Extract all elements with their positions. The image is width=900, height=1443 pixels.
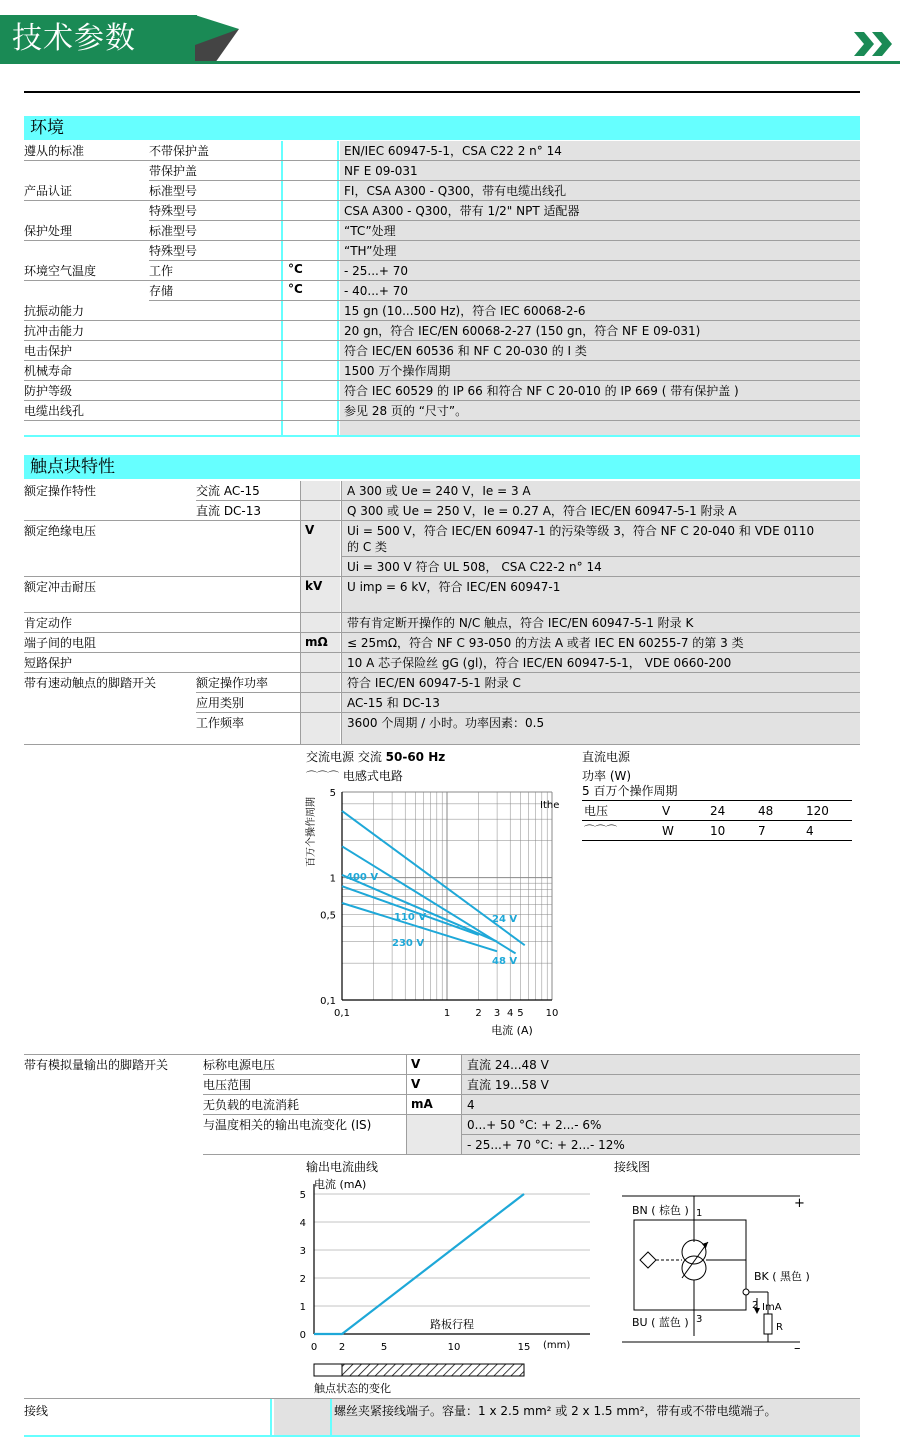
bottom-rule [24, 1435, 860, 1437]
analog-unit-bg [407, 1115, 461, 1155]
wire-plus: + [794, 1196, 805, 1211]
env-row-label: 抗冲击能力 [24, 324, 85, 338]
out-y-tick: 4 [299, 1218, 306, 1229]
dc-cell: 120 [806, 804, 829, 818]
env-row-label: 电击保护 [24, 344, 73, 358]
dc-cell: ⌒⌒⌒ [584, 824, 617, 837]
analog-row-value: 4 [467, 1098, 475, 1112]
out-y-tick: 2 [299, 1274, 306, 1285]
env-row-value: FI，CSA A300 - Q300，带有电缆出线孔 [344, 184, 567, 198]
env-row-value: CSA A300 - Q300，带有 1/2" NPT 适配器 [344, 204, 580, 218]
top-rule [24, 91, 860, 93]
out-state-on [342, 1364, 524, 1376]
env-row-sublabel: 标准型号 [149, 224, 198, 238]
ac-ithe-label: Ithe [540, 800, 560, 811]
contact-row-value: Ui = 300 V 符合 UL 508， CSA C22-2 n° 14 [347, 560, 602, 574]
out-travel-label: 路板行程 [430, 1318, 474, 1331]
contact-row-label: 额定冲击耐压 [24, 580, 97, 594]
connection-divider-2 [330, 1399, 332, 1435]
env-row-value: 15 gn (10...500 Hz)，符合 IEC 60068-2-6 [344, 304, 586, 318]
dc-cell: 10 [710, 824, 726, 838]
env-row-label: 环境空气温度 [24, 264, 97, 278]
out-x-tick: 15 [517, 1342, 531, 1353]
page-title: 技术参数 [12, 21, 136, 56]
ac-series-label: 24 V [492, 914, 518, 925]
out-x-label: (mm) [543, 1340, 571, 1351]
ac-series-label: 48 V [492, 956, 518, 967]
env-row-sublabel: 带保护盖 [149, 164, 198, 178]
wire-bu: BU ( 蓝色 ) [632, 1316, 689, 1329]
ac-y-tick: 0,5 [320, 910, 336, 922]
env-row-unit: °C [288, 262, 303, 276]
out-x-tick: 10 [447, 1342, 461, 1353]
env-row-rule [149, 260, 860, 261]
analog-row-value: 直流 24...48 V [467, 1058, 549, 1072]
contact-row-value: AC-15 和 DC-13 [347, 696, 440, 710]
contact-row-value: 符合 IEC/EN 60947-5-1 附录 C [347, 676, 521, 690]
contact-row-unit: V [305, 523, 315, 537]
wire-bn: BN ( 棕色 ) [632, 1204, 689, 1217]
analog-row-value: 直流 19...58 V [467, 1078, 549, 1092]
contact-row-label: 端子间的电阻 [24, 636, 97, 650]
contact-row-value: 3600 个周期 / 小时。功率因素：0.5 [347, 716, 545, 730]
dc-cell: 48 [758, 804, 774, 818]
wire-minus: – [794, 1341, 801, 1356]
ac-series-label: 230 V [392, 938, 425, 949]
out-state-label: 触点状态的变化 [314, 1382, 391, 1395]
contact-row-sublabel: 应用类别 [196, 696, 245, 710]
contact-row-value-2: 的 C 类 [347, 540, 388, 554]
env-row-value: - 25...+ 70 [344, 264, 408, 278]
connection-divider [270, 1399, 272, 1435]
env-row-value: “TH”处理 [344, 244, 397, 258]
out-state-off [314, 1364, 342, 1376]
ac-chart-title: 交流电源 交流 50-60 Hz [306, 750, 446, 764]
wire-r: R [776, 1322, 783, 1333]
contact-row-sublabel: 工作频率 [196, 716, 245, 730]
ac-chart-subtitle: ⌒⌒⌒ 电感式电路 [306, 769, 403, 783]
dc-row-rule [582, 840, 852, 841]
env-row-label: 机械寿命 [24, 364, 73, 378]
contact-row-value: A 300 或 Ue = 240 V，Ie = 3 A [347, 484, 531, 498]
ac-series-label: 110 V [394, 912, 427, 923]
analog-row-label: 标称电源电压 [203, 1058, 276, 1072]
env-row-sublabel: 工作 [149, 264, 174, 278]
contact-row-value: Ui = 500 V，符合 IEC/EN 60947-1 的污染等级 3，符合 NF C 20-040 和 VDE 0110 [347, 524, 815, 538]
analog-row-unit: V [411, 1057, 421, 1071]
contact-row-label: 短路保护 [24, 656, 73, 670]
analog-row-value: 0...+ 50 °C: + 2...- 6% [467, 1118, 602, 1132]
env-row-label: 抗振动能力 [24, 304, 85, 318]
wire-n3: 3 [696, 1314, 703, 1325]
contact-row-label: 带有速动触点的脚踏开关 [24, 676, 157, 690]
wiring-title: 接线图 [614, 1160, 651, 1174]
out-y-tick: 5 [299, 1190, 306, 1201]
env-row-label: 电缆出线孔 [24, 404, 85, 418]
env-divider-1 [281, 141, 283, 435]
env-row-sublabel: 特殊型号 [149, 204, 198, 218]
contact-row-label: 额定操作特性 [24, 484, 97, 498]
dc-cell: 24 [710, 804, 726, 818]
env-row-sublabel: 特殊型号 [149, 244, 198, 258]
out-y-tick: 3 [299, 1246, 306, 1257]
env-row-value: - 40...+ 70 [344, 284, 408, 298]
out-x-tick: 2 [338, 1342, 346, 1353]
ac-x-tick: 10 [545, 1008, 559, 1019]
out-x-tick: 5 [380, 1342, 388, 1353]
header-slant [195, 15, 243, 63]
env-row-label: 保护处理 [24, 224, 73, 238]
contact-row-value: U imp = 6 kV，符合 IEC/EN 60947-1 [347, 580, 561, 594]
contact-row-label: 肯定动作 [24, 616, 73, 630]
env-row-rule [149, 220, 860, 221]
contact-row-sublabel: 额定操作功率 [196, 676, 269, 690]
analog-divider-2 [461, 1055, 462, 1155]
inductor-symbol: ⌒⌒⌒ [306, 770, 339, 783]
ac-y-tick: 0,1 [320, 996, 336, 1007]
env-row-sublabel: 标准型号 [149, 184, 198, 198]
contact-row-rule [24, 744, 860, 745]
env-row-label: 防护等级 [24, 384, 73, 398]
output-chart-title: 输出电流曲线 [306, 1160, 379, 1174]
ac-series-line [342, 886, 479, 935]
env-row-value: “TC”处理 [344, 224, 396, 238]
analog-row-unit: V [411, 1077, 421, 1091]
dc-cell: V [662, 804, 671, 818]
env-row-rule [24, 420, 860, 421]
env-row-sublabel: 存储 [149, 284, 174, 298]
env-row-value: 参见 28 页的 “尺寸”。 [344, 404, 468, 418]
env-bottom-rule [24, 435, 860, 437]
dc-cell: 7 [758, 824, 766, 838]
contact-row-value: ≤ 25mΩ，符合 NF C 93-050 的方法 A 或者 IEC EN 60255-7 的第 3 类 [347, 636, 744, 650]
ac-y-tick: 5 [329, 788, 336, 799]
section-environment: 环境 [24, 116, 860, 140]
ac-series-label: 400 V [346, 872, 379, 883]
out-series-line [314, 1194, 524, 1334]
ac-x-tick: 1 [443, 1008, 451, 1019]
contact-row-unit: kV [305, 579, 323, 593]
env-row-value: 1500 万个操作周期 [344, 364, 451, 378]
connection-label: 接线 [24, 1404, 49, 1418]
env-divider-2 [337, 141, 339, 435]
analog-row-label: 电压范围 [203, 1078, 252, 1092]
analog-title: 带有模拟量输出的脚踏开关 [24, 1058, 169, 1072]
out-y-tick: 1 [299, 1302, 306, 1313]
ac-y-tick: 1 [329, 873, 336, 885]
header-rule [0, 61, 900, 64]
env-row-value: 符合 IEC 60529 的 IP 66 和符合 NF C 20-010 的 IP 669 ( 带有保护盖 ) [344, 384, 739, 398]
ac-y-label: 百万个操作周期 [306, 797, 317, 867]
wire-ima: ImA [762, 1302, 782, 1313]
contact-row-sublabel: 交流 AC-15 [196, 484, 260, 498]
contact-row-value: 10 A 芯子保险丝 gG (gl)，符合 IEC/EN 60947-5-1， VDE 0660-200 [347, 656, 732, 670]
dc-cell: 4 [806, 824, 814, 838]
output-current-chart [290, 1172, 590, 1402]
analog-row-value: - 25...+ 70 °C: + 2...- 12% [467, 1138, 625, 1152]
ac-x-tick: 2 [475, 1008, 482, 1019]
dc-title: 直流电源 [582, 750, 631, 764]
dc-cell: 电压 [584, 804, 609, 818]
contact-row-unit: mΩ [305, 635, 328, 649]
contact-row-label: 额定绝缘电压 [24, 524, 97, 538]
wire-n1: 1 [696, 1208, 703, 1219]
ac-x-tick: 0,1 [334, 1008, 350, 1019]
contact-row-rule [196, 692, 860, 693]
connection-value: 螺丝夹紧接线端子。容量：1 x 2.5 mm² 或 2 x 1.5 mm²，带有或不带电缆端子。 [334, 1404, 777, 1418]
env-row-value: EN/IEC 60947-5-1，CSA C22 2 n° 14 [344, 144, 562, 158]
env-row-label: 产品认证 [24, 184, 73, 198]
ac-x-label: 电流 (A) [491, 1024, 533, 1037]
out-y-label: 电流 (mA) [314, 1178, 367, 1191]
analog-row-unit: mA [411, 1097, 433, 1111]
contact-row-value: Q 300 或 Ue = 250 V，Ie = 0.27 A，符合 IEC/EN 60947-5-1 附录 A [347, 504, 737, 518]
chevron-right-icon [852, 30, 896, 58]
section-contact-block: 触点块特性 [24, 455, 860, 479]
env-row-sublabel: 不带保护盖 [149, 144, 210, 158]
contact-row-value: 带有肯定断开操作的 N/C 触点，符合 IEC/EN 60947-5-1 附录 K [347, 616, 694, 630]
analog-divider-1 [406, 1055, 407, 1155]
dc-line2: 5 百万个操作周期 [582, 784, 678, 798]
analog-row-label: 与温度相关的输出电流变化 (IS) [203, 1118, 372, 1132]
analog-row-label: 无负载的电流消耗 [203, 1098, 300, 1112]
analog-row-rule [203, 1094, 860, 1095]
env-row-value: NF E 09-031 [344, 164, 418, 178]
wiring-diagram [610, 1180, 820, 1360]
ac-x-tick: 5 [517, 1008, 524, 1019]
out-x-tick: 0 [310, 1342, 318, 1353]
ac-x-tick: 3 [493, 1008, 501, 1019]
env-row-value: 20 gn，符合 IEC/EN 60068-2-27 (150 gn，符合 NF E 09-031) [344, 324, 701, 338]
dc-line1: 功率 (W) [582, 769, 632, 783]
contact-row-sublabel: 直流 DC-13 [196, 504, 262, 518]
env-row-unit: °C [288, 282, 303, 296]
env-row-value: 符合 IEC/EN 60536 和 NF C 20-030 的 I 类 [344, 344, 587, 358]
out-y-tick: 0 [299, 1330, 306, 1341]
ac-life-chart [300, 784, 570, 1044]
analog-row-rule [203, 1154, 860, 1155]
wire-n2: 2 [752, 1300, 759, 1311]
wire-bk: BK ( 黑色 ) [754, 1270, 810, 1283]
env-row-label: 遵从的标准 [24, 144, 85, 158]
ac-x-tick: 4 [507, 1008, 514, 1019]
dc-cell: W [662, 824, 674, 838]
